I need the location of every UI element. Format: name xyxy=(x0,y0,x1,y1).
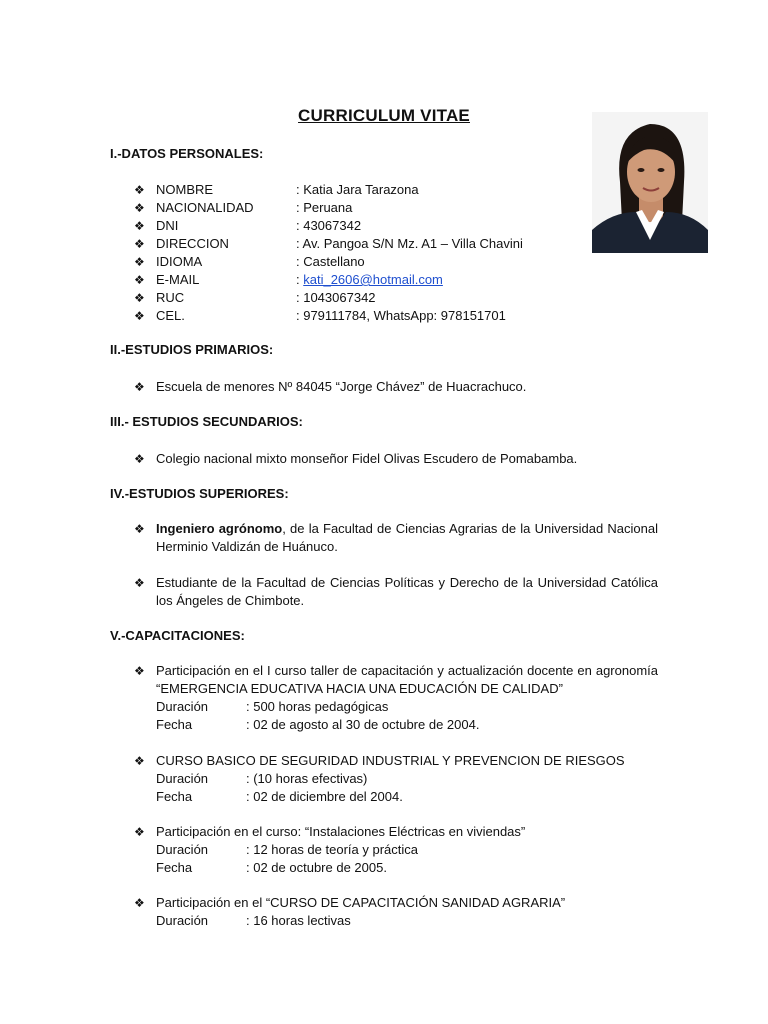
section-heading-training: V.-CAPACITACIONES: xyxy=(110,628,245,643)
diamond-bullet-icon: ❖ xyxy=(134,452,145,466)
diamond-bullet-icon: ❖ xyxy=(134,201,145,215)
diamond-bullet-icon: ❖ xyxy=(134,896,145,910)
diamond-bullet-icon: ❖ xyxy=(134,664,145,678)
diamond-bullet-icon: ❖ xyxy=(134,380,145,394)
diamond-bullet-icon: ❖ xyxy=(134,255,145,269)
document-title: CURRICULUM VITAE xyxy=(298,106,470,125)
email-link[interactable]: kati_2606@hotmail.com xyxy=(303,272,443,287)
section-heading-primary: II.-ESTUDIOS PRIMARIOS: xyxy=(110,342,274,357)
section-heading-personal: I.-DATOS PERSONALES: xyxy=(110,146,264,161)
list-item-training-3: ❖ Participación en el curso: “Instalaciones Eléctricas en viviendas” xyxy=(134,824,526,839)
list-item-training-1: ❖ Participación en el I curso taller de capacitación y actualización docente en agronomía “EMERGENCIA EDUCATIVA HACIA UNA EDUCACIÓN DE CALIDAD” xyxy=(134,663,658,696)
section-heading-secondary: III.- ESTUDIOS SECUNDARIOS: xyxy=(110,414,303,429)
list-item-superior-2: ❖ Estudiante de la Facultad de Ciencias Políticas y Derecho de la Universidad Católica los Ángeles de Chimbote. xyxy=(134,575,658,608)
diamond-bullet-icon: ❖ xyxy=(134,754,145,768)
section-heading-superior: IV.-ESTUDIOS SUPERIORES: xyxy=(110,486,289,501)
diamond-bullet-icon: ❖ xyxy=(134,183,145,197)
list-item-training-2: ❖ CURSO BASICO DE SEGURIDAD INDUSTRIAL Y PREVENCION DE RIESGOS xyxy=(134,753,625,768)
profile-photo-illustration xyxy=(592,112,708,253)
diamond-bullet-icon: ❖ xyxy=(134,237,145,251)
diamond-bullet-icon: ❖ xyxy=(134,522,145,536)
cv-page: CURRICULUM VITAE I.-DATOS PERSONALES: ❖ NOMBRE : Katia Jara Tarazona ❖ NACIONALIDAD : Peruana ❖ DNI : 43067342 ❖ DIRECCION : Av. Pangoa S/N Mz. A1 – Villa Chavini ❖ IDIOMA : Castellano ❖ E-MAIL : kati_2606@hotmail.com ❖ RUC : 1043067342 ❖ CEL. : 979111784, WhatsApp: 978151701 II.-ESTUDIOS PRIMARIOS: ❖ Escuela de menores Nº 84045 “Jorge Chávez” de Huacrachuco. III.- ESTUDIOS SECUNDARIOS: ❖ Colegio nacional mixto monseñor Fidel Olivas Escudero de Pomabamba. IV.-ESTUDIOS SUPERIORES: ❖ Ingeniero agrónomo, de la Facultad de Ciencias Agrarias de la Universidad Nacional Herminio Valdizán de Huánuco. ❖ Estudiante de la Facultad de Ciencias Políticas y Derecho de la Universidad Católica los Ángeles de Chimbote. V.-CAPACITACIONES: ❖ Participación en el I curso taller de capacitación y actualización docente en agronomía “EMERGENCIA EDUCATIVA HACIA UNA EDUCACIÓN DE CALIDAD” Duración : 500 horas pedagógicas Fecha : 02 de agosto al 30 de octubre de 2004. ❖ CURSO BASICO DE SEGURIDAD INDUSTRIAL Y PREVENCION DE RIESGOS Duración : (10 horas efectivas) Fecha : 02 de diciembre del 2004. ❖ Participación en el curso: “Instalaciones Eléctricas en viviendas” Duración : 12 horas de teoría y práctica Fecha : 02 de octubre de 2005. ❖ Participación en el “CURSO DE CAPACITACIÓN SANIDAD AGRARIA” Duración : 16 horas lectivas xyxy=(0,0,768,1024)
list-item-secondary: ❖ Colegio nacional mixto monseñor Fidel Olivas Escudero de Pomabamba. xyxy=(134,451,578,466)
diamond-bullet-icon: ❖ xyxy=(134,291,145,305)
list-item-training-4: ❖ Participación en el “CURSO DE CAPACITACIÓN SANIDAD AGRARIA” xyxy=(134,895,566,910)
list-item-primary: ❖ Escuela de menores Nº 84045 “Jorge Chávez” de Huacrachuco. xyxy=(134,379,527,394)
list-item-superior-1: ❖ Ingeniero agrónomo, de la Facultad de Ciencias Agrarias de la Universidad Nacional Herminio Valdizán de Huánuco. xyxy=(134,521,658,554)
profile-photo xyxy=(592,112,708,253)
diamond-bullet-icon: ❖ xyxy=(134,273,145,287)
diamond-bullet-icon: ❖ xyxy=(134,309,145,323)
diamond-bullet-icon: ❖ xyxy=(134,219,145,233)
diamond-bullet-icon: ❖ xyxy=(134,576,145,590)
diamond-bullet-icon: ❖ xyxy=(134,825,145,839)
